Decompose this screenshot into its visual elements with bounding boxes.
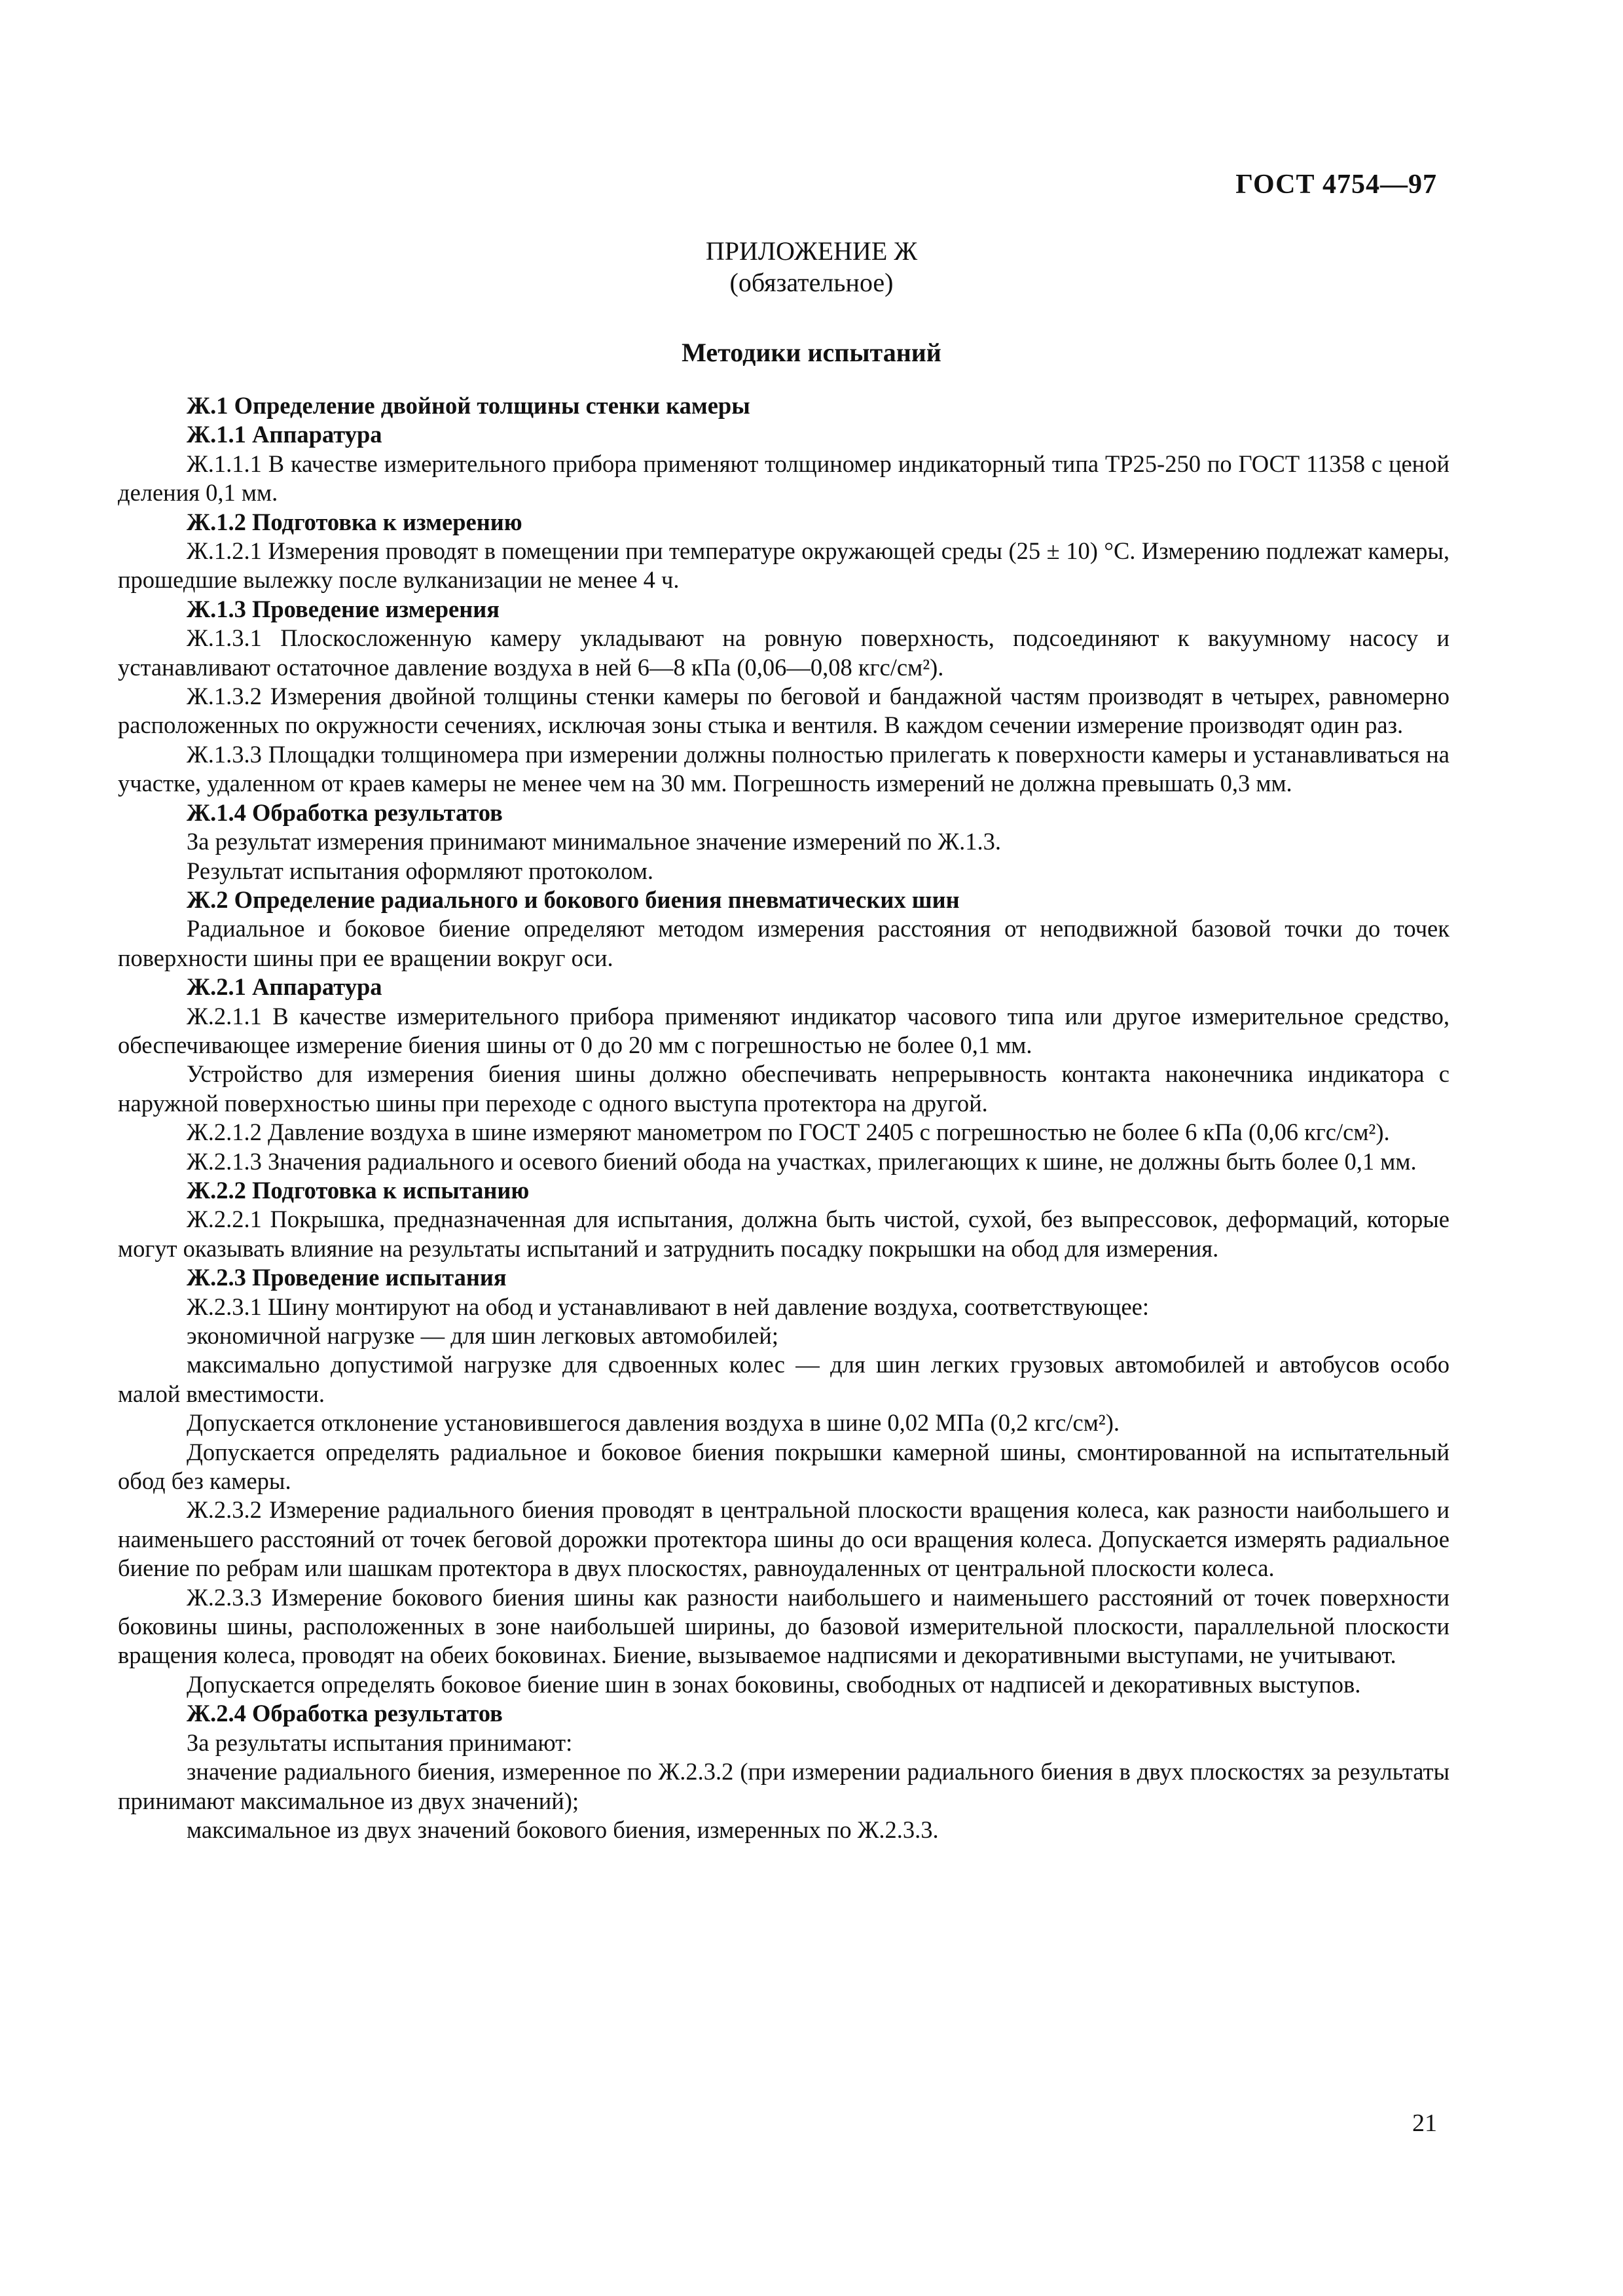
paragraph: Ж.2.3.1 Шину монтируют на обод и устанавливают в ней давление воздуха, соответствующее: bbox=[187, 1293, 1149, 1320]
subsection-heading: Ж.2 Определение радиального и бокового биения пневматических шин bbox=[187, 886, 960, 913]
paragraph: Допускается определять боковое биение шин в зонах боковины, свободных от надписей и декоративных выступов. bbox=[187, 1670, 1361, 1698]
page-number: 21 bbox=[1412, 2109, 1437, 2137]
paragraph: максимальное из двух значений бокового биения, измеренных по Ж.2.3.3. bbox=[187, 1816, 939, 1843]
appendix-heading bbox=[0, 236, 1623, 298]
appendix-status: (обязательное) bbox=[729, 268, 894, 297]
paragraph: Ж.2.3.2 Измерение радиального биения проводят в центральной плоскости вращения колеса, как разности наибольшего и наименьшего расстояний от точек беговой дорожки протектора шины до оси вращения колеса. Допускается измерять радиальное биение по ребрам или шашкам протектора в двух плоскостях, равноудаленных от центральной плоскости колеса. bbox=[118, 1496, 1450, 1582]
paragraph: За результат измерения принимают минимальное значение измерений по Ж.1.3. bbox=[187, 828, 1001, 855]
paragraph: Ж.1.2.1 Измерения проводят в помещении при температуре окружающей среды (25 ± 10) °С. Измерению подлежат камеры, прошедшие вылежку после вулканизации не менее 4 ч. bbox=[118, 537, 1450, 594]
paragraph: Ж.1.3.3 Площадки толщиномера при измерении должны полностью прилегать к поверхности камеры и устанавливаться на участке, удаленном от краев камеры не менее чем на 30 мм. Погрешность измерений не должна превышать 0,3 мм. bbox=[118, 740, 1450, 797]
paragraph: За результаты испытания принимают: bbox=[187, 1729, 573, 1756]
paragraph: Ж.1.3.2 Измерения двойной толщины стенки камеры по беговой и бандажной частям производят в четырех, равномерно расположенных по окружности сечениях, исключая зоны стыка и вентиля. В каждом сечении измерение производят один раз. bbox=[118, 683, 1450, 739]
subsection-heading: Ж.2.4 Обработка результатов bbox=[187, 1700, 503, 1727]
body-text bbox=[118, 391, 1450, 1844]
paragraph: Ж.1.1.1 В качестве измерительного прибора применяют толщиномер индикаторный типа ТР25-250 по ГОСТ 11358 с ценой деления 0,1 мм. bbox=[118, 450, 1450, 507]
subsection-heading: Ж.1.2 Подготовка к измерению bbox=[187, 508, 522, 535]
standard-code: ГОСТ 4754—97 bbox=[1235, 170, 1437, 200]
paragraph: Ж.2.2.1 Покрышка, предназначенная для испытания, должна быть чистой, сухой, без выпрессовок, деформаций, которые могут оказывать влияние на результаты испытаний и затруднить посадку покрышки на обод для измерения. bbox=[118, 1206, 1450, 1262]
paragraph: Ж.2.1.1 В качестве измерительного прибора применяют индикатор часового типа или другое измерительное средство, обеспечивающее измерение биения шины от 0 до 20 мм с погрешностью не более 0,1 мм. bbox=[118, 1002, 1450, 1058]
paragraph: Ж.2.1.3 Значения радиального и осевого биений обода на участках, прилегающих к шине, не должны быть более 0,1 мм. bbox=[187, 1147, 1417, 1175]
paragraph: Ж.1.3.1 Плоскосложенную камеру укладывают на ровную поверхность, подсоединяют к вакуумному насосу и устанавливают остаточное давление воздуха в ней 6—8 кПа (0,06—0,08 кгс/см²). bbox=[118, 624, 1450, 681]
paragraph: экономичной нагрузке — для шин легковых автомобилей; bbox=[187, 1322, 778, 1349]
paragraph: Допускается отклонение установившегося давления воздуха в шине 0,02 МПа (0,2 кгс/см²). bbox=[187, 1409, 1120, 1437]
subsection-heading: Ж.1.1 Аппаратура bbox=[187, 421, 382, 448]
paragraph: Ж.2.3.3 Измерение бокового биения шины как разности наибольшего и наименьшего расстояний от точек поверхности боковины шины, расположенных в зоне наибольшей ширины, до базовой измерительной плоскости, параллельной плоскости вращения колеса, проводят на обеих боковинах. Биение, вызываемое надписями и декоративными выступами, не учитывают. bbox=[118, 1583, 1450, 1669]
paragraph: Допускается определять радиальное и боковое биения покрышки камерной шины, смонтированной на испытательный обод без камеры. bbox=[118, 1438, 1450, 1495]
paragraph: Устройство для измерения биения шины должно обеспечивать непрерывность контакта наконечника индикатора с наружной поверхностью шины при переходе с одного выступа протектора на другой. bbox=[118, 1060, 1450, 1117]
subsection-heading: Ж.1 Определение двойной толщины стенки камеры bbox=[187, 392, 750, 419]
subsection-heading: Ж.1.4 Обработка результатов bbox=[187, 798, 503, 826]
subsection-heading: Ж.2.1 Аппаратура bbox=[187, 973, 382, 1001]
subsection-heading: Ж.2.2 Подготовка к испытанию bbox=[187, 1176, 530, 1204]
paragraph: значение радиального биения, измеренное по Ж.2.3.2 (при измерении радиального биения в двух плоскостях за результаты принимают максимальное из двух значений); bbox=[118, 1758, 1450, 1814]
appendix-title: ПРИЛОЖЕНИЕ Ж bbox=[705, 236, 918, 266]
subsection-heading: Ж.1.3 Проведение измерения bbox=[187, 595, 500, 622]
paragraph: максимально допустимой нагрузке для сдвоенных колес — для шин легких грузовых автомобилей и автобусов особо малой вместимости. bbox=[118, 1351, 1450, 1407]
section-title: Методики испытаний bbox=[682, 338, 941, 367]
subsection-heading: Ж.2.3 Проведение испытания bbox=[187, 1264, 507, 1291]
paragraph: Радиальное и боковое биение определяют методом измерения расстояния от неподвижной базовой точки до точек поверхности шины при ее вращении вокруг оси. bbox=[118, 915, 1450, 971]
paragraph: Ж.2.1.2 Давление воздуха в шине измеряют манометром по ГОСТ 2405 с погрешностью не более 6 кПа (0,06 кгс/см²). bbox=[187, 1119, 1390, 1146]
paragraph: Результат испытания оформляют протоколом. bbox=[187, 857, 654, 884]
